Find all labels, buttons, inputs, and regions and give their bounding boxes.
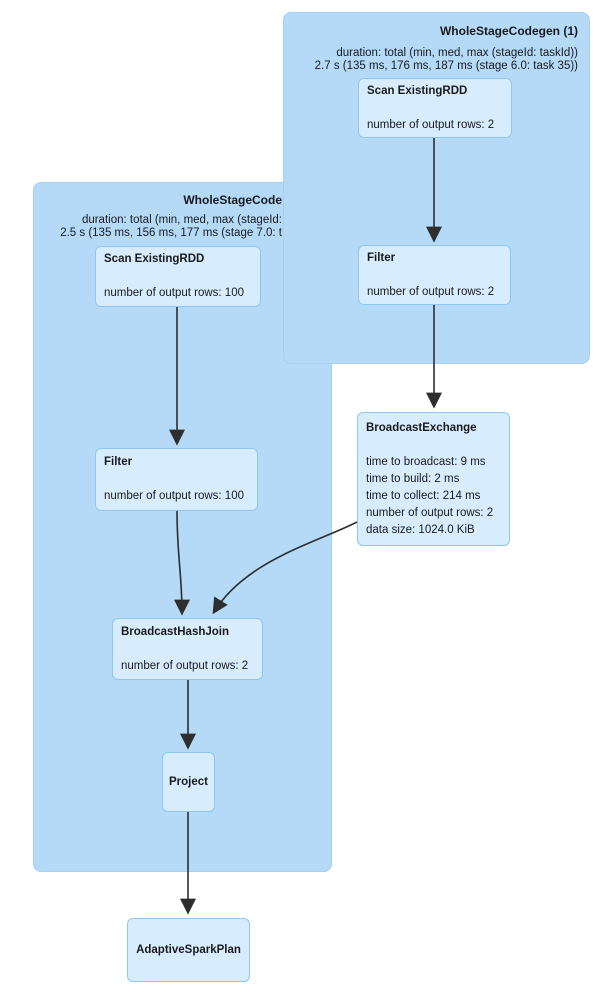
- node-broadcast-exchange-metric-broadcast: time to broadcast: 9 ms: [366, 455, 486, 468]
- node-broadcast-exchange-metric-collect: time to collect: 214 ms: [366, 489, 481, 502]
- node-filter-2[interactable]: [95, 448, 258, 511]
- node-scan-existingrdd-2-title: Scan ExistingRDD: [104, 253, 205, 265]
- node-broadcast-hash-join-title: BroadcastHashJoin: [121, 625, 230, 638]
- node-broadcast-exchange-metric-datasize: data size: 1024.0 KiB: [366, 523, 475, 536]
- cluster-wholestagecodegen-2-duration-label: duration: total (min, med, max (stageId:: [81, 214, 282, 226]
- node-broadcast-exchange-metric-build: time to build: 2 ms: [366, 472, 460, 485]
- node-project-title: Project: [169, 775, 208, 788]
- node-broadcast-exchange-metric-rows: number of output rows: 2: [366, 506, 494, 519]
- node-adaptive-spark-plan-title: AdaptiveSparkPlan: [136, 943, 241, 956]
- cluster-wholestagecodegen-1[interactable]: [283, 12, 590, 364]
- node-filter-1-title: Filter: [367, 251, 396, 264]
- cluster-wholestagecodegen-2-title: WholeStageCode: [183, 193, 282, 207]
- node-broadcast-exchange-title: BroadcastExchange: [366, 421, 477, 434]
- node-project[interactable]: [162, 752, 215, 812]
- node-scan-existingrdd-2-metric: number of output rows: 100: [104, 287, 244, 299]
- cluster-wholestagecodegen-2-duration-value: 2.5 s (135 ms, 156 ms, 177 ms (stage 7.0: t: [60, 227, 282, 239]
- node-filter-1-metric: number of output rows: 2: [367, 285, 495, 298]
- node-filter-1[interactable]: [358, 245, 511, 305]
- node-adaptive-spark-plan[interactable]: [127, 918, 250, 982]
- node-scan-existingrdd-1-metric: number of output rows: 2: [367, 118, 495, 131]
- node-broadcast-hash-join-metric: number of output rows: 2: [121, 659, 249, 672]
- node-filter-2-metric: number of output rows: 100: [104, 490, 244, 502]
- cluster-wholestagecodegen-1-duration-label: duration: total (min, med, max (stageId: taskId)): [336, 47, 578, 59]
- cluster-wholestagecodegen-1-duration-value: 2.7 s (135 ms, 176 ms, 187 ms (stage 6.0: task 35)): [314, 60, 578, 72]
- node-scan-existingrdd-1[interactable]: [358, 78, 512, 138]
- node-broadcast-hash-join[interactable]: [112, 618, 263, 680]
- node-filter-2-title: Filter: [104, 456, 133, 468]
- node-scan-existingrdd-1-title: Scan ExistingRDD: [367, 84, 468, 97]
- node-broadcast-exchange[interactable]: [357, 412, 510, 546]
- node-scan-existingrdd-2[interactable]: [95, 246, 261, 307]
- cluster-wholestagecodegen-1-title: WholeStageCodegen (1): [439, 24, 578, 38]
